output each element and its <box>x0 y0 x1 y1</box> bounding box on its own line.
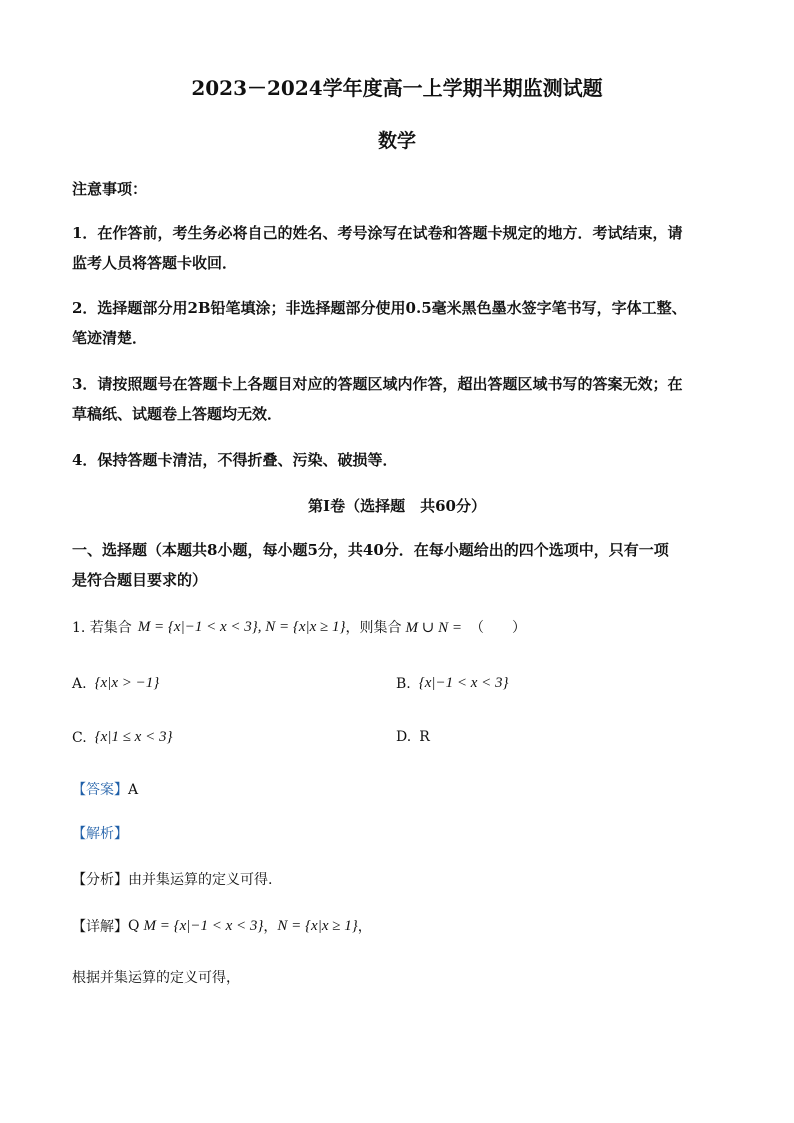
question-1-paren: （ ） <box>469 620 526 636</box>
option-a-label: A. <box>72 675 87 692</box>
xiangjie-set-m: M = {x|−1 < x < 3} <box>143 917 264 934</box>
option-a <box>72 675 159 692</box>
xiangjie-set-n: N = {x|x ≥ 1} <box>277 917 358 934</box>
notice-item-2-line1: 2．选择题部分用2B铅笔填涂；非选择题部分使用0.5毫米黑色墨水签字笔书写，字体工整、 <box>72 299 687 317</box>
option-d-label: D. <box>396 729 412 745</box>
xiangjie-line <box>72 916 372 936</box>
xiangjie-q: Q <box>128 918 140 934</box>
question-1-set-n: , N = {x|x ≥ 1} <box>257 618 346 635</box>
question-1-prefix: 1. 若集合 <box>72 620 132 636</box>
option-c-value: {x|1 ≤ x < 3} <box>94 729 173 745</box>
notice-item-3-line1: 3．请按照题号在答题卡上各题目对应的答题区域内作答，超出答题区域书写的答案无效；在 <box>72 375 683 393</box>
option-d-value: R <box>419 729 430 745</box>
option-b <box>396 675 509 692</box>
volume-title: 第Ⅰ卷（选择题 共60分） <box>308 497 486 515</box>
question-1-expr: M ∪ N = <box>405 619 462 636</box>
notice-item-2-line2: 笔迹清楚． <box>72 329 148 347</box>
question-1 <box>72 617 526 637</box>
part-heading-line1: 一、选择题（本题共8小题，每小题5分，共40分．在每小题给出的四个选项中，只有一项 <box>72 541 669 559</box>
option-d <box>396 729 430 745</box>
notice-item-1-line2: 监考人员将答题卡收回． <box>72 254 238 272</box>
notice-item-3-line2: 草稿纸、试题卷上答题均无效． <box>72 405 283 423</box>
analysis-line <box>72 823 128 843</box>
answer-tag: 【答案】 <box>72 782 128 798</box>
fenxi-tag: 【分析】 <box>72 872 128 888</box>
notice-item-1-line1: 1．在作答前，考生务必将自己的姓名、考号涂写在试卷和答题卡规定的地方．考试结束，请 <box>72 224 683 242</box>
xiangjie-end: ， <box>357 919 372 935</box>
notice-heading: 注意事项： <box>72 180 148 198</box>
question-1-mid: ，则集合 <box>345 620 402 636</box>
fenxi-line <box>72 869 272 889</box>
answer-value: A <box>128 782 139 798</box>
subject-title: 数学 <box>377 130 416 152</box>
part-heading-line2: 是符合题目要求的） <box>72 571 208 589</box>
exam-title: 2023－2024学年度高一上学期半期监测试题 <box>191 76 603 100</box>
option-c <box>72 729 172 746</box>
last-line: 根据并集运算的定义可得， <box>72 970 240 986</box>
option-b-label: B. <box>396 675 411 692</box>
fenxi-text: 由并集运算的定义可得. <box>128 872 273 888</box>
xiangjie-tag: 【详解】 <box>72 919 128 935</box>
analysis-tag: 【解析】 <box>72 826 128 842</box>
option-b-value: {x|−1 < x < 3} <box>418 675 509 691</box>
question-1-set-m: M = {x|−1 < x < 3} <box>137 618 258 635</box>
xiangjie-sep: ， <box>263 919 278 935</box>
answer-line <box>72 779 138 799</box>
option-a-value: {x|x > −1} <box>94 675 160 691</box>
option-c-label: C. <box>72 729 87 746</box>
notice-item-4-line1: 4．保持答题卡清洁，不得折叠、污染、破损等． <box>72 451 398 469</box>
